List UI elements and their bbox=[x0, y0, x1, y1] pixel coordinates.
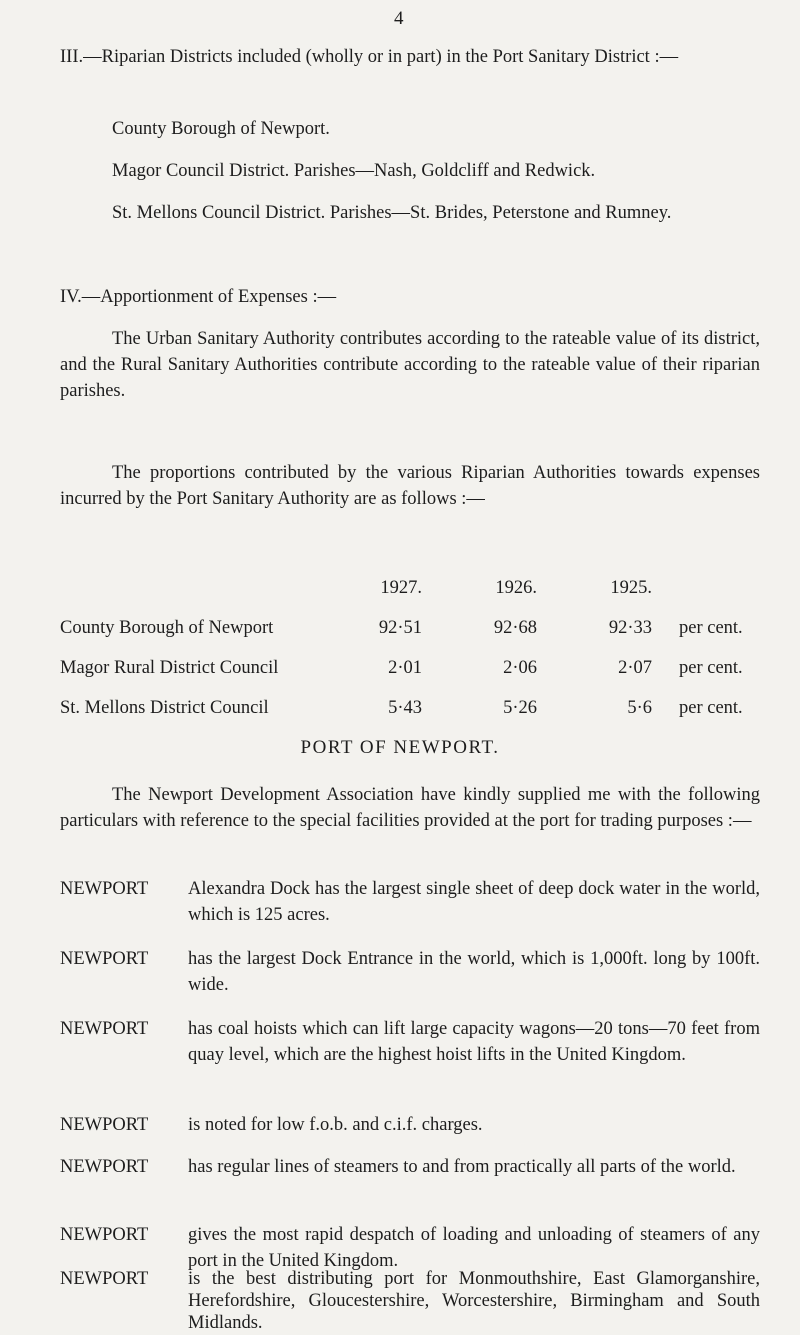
row-label: St. Mellons District Council bbox=[60, 698, 269, 718]
table-header-row bbox=[60, 578, 760, 604]
table-row bbox=[60, 658, 760, 684]
cell-value: 2·06 bbox=[503, 658, 537, 678]
entry-text: has regular lines of steamers to and from practically all parts of the world. bbox=[188, 1157, 736, 1177]
unit-label: per cent. bbox=[679, 698, 743, 718]
entry-keyword: NEWPORT bbox=[60, 1115, 149, 1135]
section-iv-heading: IV.—Apportionment of Expenses :— bbox=[60, 287, 337, 307]
newport-entry bbox=[60, 876, 760, 928]
newport-entry bbox=[60, 1268, 760, 1334]
entry-text: has the largest Dock Entrance in the world, which is 1,000ft. long by 100ft. wide. bbox=[188, 949, 760, 995]
unit-label: per cent. bbox=[679, 618, 743, 638]
riparian-line-magor: Magor Council District. Parishes—Nash, Goldcliff and Redwick. bbox=[112, 161, 596, 181]
year-header: 1925. bbox=[610, 578, 652, 598]
cell-value: 5·26 bbox=[503, 698, 537, 718]
year-header: 1926. bbox=[495, 578, 537, 598]
proportions-paragraph: The proportions contributed by the various Riparian Authorities towards expenses incurred by the Port Sanitary Authority are as follows :— bbox=[60, 463, 760, 509]
row-label: County Borough of Newport bbox=[60, 618, 274, 638]
riparian-line-st-mellons: St. Mellons Council District. Parishes—St. Brides, Peterstone and Rumney. bbox=[112, 203, 672, 223]
entry-text: is the best distributing port for Monmouthshire, East Glamorganshire, Herefordshire, Gloucestershire, Worcestershire, Birmingham and South Midlands. bbox=[188, 1269, 760, 1333]
entry-text: gives the most rapid despatch of loading and unloading of steamers of any port in the United Kingdom. bbox=[188, 1225, 760, 1271]
entry-keyword: NEWPORT bbox=[60, 1157, 149, 1177]
entry-keyword: NEWPORT bbox=[60, 1019, 149, 1039]
unit-label: per cent. bbox=[679, 658, 743, 678]
newport-entry bbox=[60, 1112, 760, 1138]
cell-value: 92·51 bbox=[378, 618, 422, 638]
entry-keyword: NEWPORT bbox=[60, 949, 149, 969]
cell-value: 5·43 bbox=[388, 698, 422, 718]
cell-value: 2·07 bbox=[618, 658, 652, 678]
page-number: 4 bbox=[394, 8, 404, 29]
newport-entry bbox=[60, 1016, 760, 1068]
cell-value: 2·01 bbox=[388, 658, 422, 678]
entry-text: has coal hoists which can lift large capacity wagons—20 tons—70 feet from quay level, which are the highest hoist lifts in the United Kingdom. bbox=[188, 1019, 760, 1065]
section-iii-heading: III.—Riparian Districts included (wholly or in part) in the Port Sanitary District :— bbox=[60, 47, 679, 67]
port-intro-paragraph: The Newport Development Association have kindly supplied me with the following particulars with reference to the special facilities provided at the port for trading purposes :— bbox=[60, 785, 760, 831]
newport-entry bbox=[60, 946, 760, 998]
table-row bbox=[60, 618, 760, 644]
row-label: Magor Rural District Council bbox=[60, 658, 279, 678]
cell-value: 92·68 bbox=[493, 618, 537, 638]
riparian-line-newport: County Borough of Newport. bbox=[112, 119, 330, 139]
entry-text: is noted for low f.o.b. and c.i.f. charges. bbox=[188, 1115, 483, 1135]
cell-value: 5·6 bbox=[627, 698, 652, 718]
table-row bbox=[60, 698, 760, 724]
entry-keyword: NEWPORT bbox=[60, 1225, 149, 1245]
port-heading: PORT OF NEWPORT. bbox=[300, 737, 500, 758]
newport-entry bbox=[60, 1222, 760, 1274]
newport-entry bbox=[60, 1154, 760, 1180]
entry-keyword: NEWPORT bbox=[60, 879, 149, 899]
cell-value: 92·33 bbox=[608, 618, 652, 638]
apportionment-paragraph: The Urban Sanitary Authority contributes according to the rateable value of its district, and the Rural Sanitary Authorities contribute according to the rateable value of their riparian parishes. bbox=[60, 329, 760, 401]
year-header: 1927. bbox=[380, 578, 422, 598]
entry-keyword: NEWPORT bbox=[60, 1269, 149, 1289]
entry-text: Alexandra Dock has the largest single sheet of deep dock water in the world, which is 125 acres. bbox=[188, 879, 760, 925]
